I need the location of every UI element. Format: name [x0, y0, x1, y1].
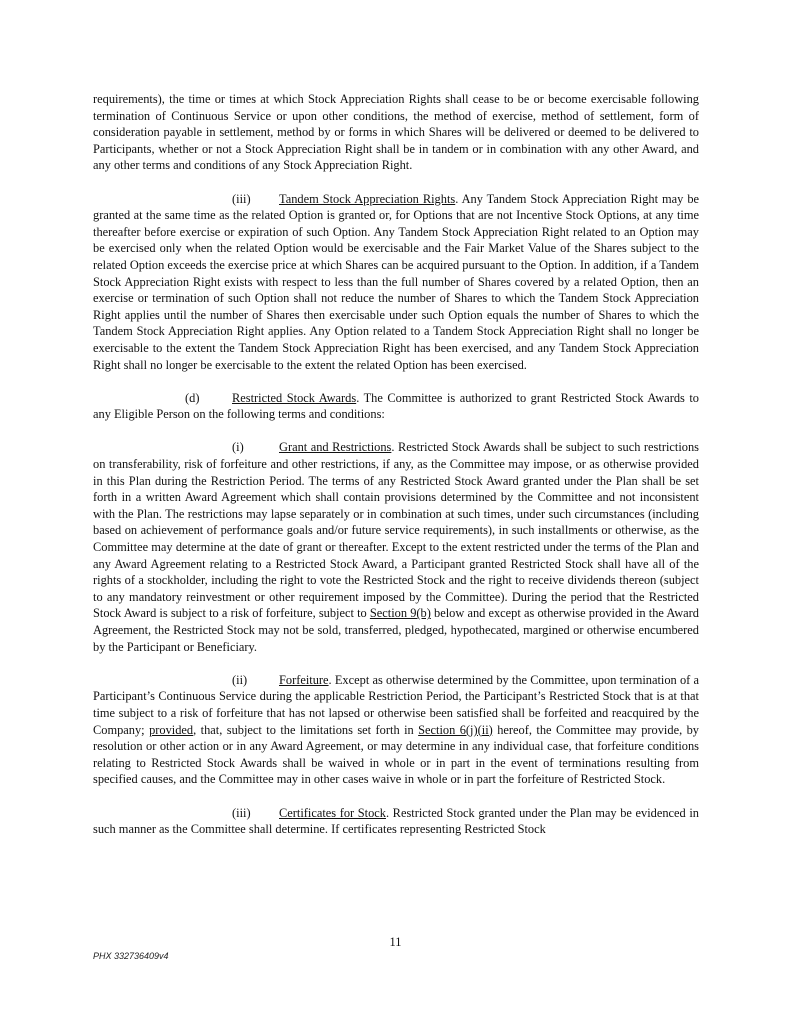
section-heading: Forfeiture	[279, 672, 329, 687]
proviso-term: provided	[149, 722, 194, 737]
paragraph-text: below and except as otherwise provided in the Award Agreement, the Restricted Stock may not be sold, transferred, pledged, hypothecated, margined or otherwise encumbered by the Participant or Beneficiary.	[93, 606, 699, 654]
section-number: (iii)	[232, 805, 251, 820]
paragraph-text: , that, subject to the limitations set forth in	[193, 722, 419, 737]
section-number: (i)	[232, 440, 244, 455]
paragraph-text: . Restricted Stock granted under the Plan may be evidenced in such manner as the Committee shall determine. If certificates representing Restricted Stock	[93, 805, 699, 837]
paragraph-text: . Any Tandem Stock Appreciation Right may be granted at the same time as the related Option is granted or, for Options that are not Incentive Stock Options, at any time thereafter before exercise or expiration of such Option. Any Tandem Stock Appreciation Right related to an Option may be exercised only when the related Option would be exercisable and the Fair Market Value of the Shares subject to the related Option exceeds the exercise price at which Shares can be acquired pursuant to the Option. In addition, if a Tandem Stock Appreciation Right exists with respect to less than the full number of Shares covered by a related Option, then an exercise or termination of such Option shall not reduce the number of Shares to which the Tandem Stock Appreciation Right applies until the number of Shares then exercisable under such Option equals the number of Shares to which the Tandem Stock Appreciation Right applies. Any Option related to a Tandem Stock Appreciation Right shall no longer be exercisable to the extent the Tandem Stock Appreciation Right has been exercised, and any Tandem Stock Appreciation Right shall no longer be exercisable to the extent the related Option has been exercised.	[93, 191, 700, 372]
section-heading: Tandem Stock Appreciation Rights	[279, 191, 456, 206]
section-number: (iii)	[232, 191, 251, 206]
section-heading: Certificates for Stock	[279, 805, 386, 820]
document-id: PHX 332736409v4	[93, 951, 169, 961]
section-heading: Restricted Stock Awards	[232, 390, 357, 405]
cross-reference: Section 9(b)	[369, 606, 431, 621]
paragraph-forfeiture	[93, 672, 699, 788]
cross-reference: Section 6(j)(ii)	[418, 722, 493, 737]
page-number: 11	[389, 935, 402, 949]
section-number: (ii)	[232, 672, 248, 687]
section-heading: Grant and Restrictions	[279, 440, 392, 455]
paragraph-sar-terms-continued	[93, 91, 699, 174]
paragraph-text: requirements), the time or times at which Stock Appreciation Rights shall cease to be or become exercisable following termination of Continuous Service or upon other conditions, the method of exercise, method of settlement, form of consideration payable in settlement, method by or forms in which Shares will be delivered or deemed to be delivered to Participants, whether or not a Stock Appreciation Right shall be in tandem or in combination with any other Award, and any other terms and conditions of any Stock Appreciation Right.	[93, 92, 699, 173]
paragraph-grant-and-restrictions	[93, 439, 699, 655]
paragraph-text: hereof, the Committee may provide, by resolution or other action or in any Award Agreement, or may determine in any individual case, that forfeiture conditions relating to Restricted Stock Awards shall be waived in whole or in part in the event of terminations resulting from specified causes, and the Committee may in other cases waive in whole or in part the forfeiture of Restricted Stock.	[93, 722, 699, 787]
paragraph-certificates-for-stock	[93, 805, 699, 838]
paragraph-tandem-sar	[93, 191, 699, 374]
paragraph-text: . Except as otherwise determined by the Committee, upon termination of a Participant’s Continuous Service during the applicable Restriction Period, the Participant’s Restricted Stock that is at that time subject to a risk of forfeiture that has not lapsed or otherwise been satisfied shall be forfeited and reacquired by the Company;	[93, 672, 699, 737]
paragraph-text: . Restricted Stock Awards shall be subject to such restrictions on transferability, risk of forfeiture and other restrictions, if any, as the Committee may impose, or as otherwise provided in this Plan during the Restriction Period. The terms of any Restricted Stock Award granted under the Plan shall be set forth in a written Award Agreement which shall contain provisions determined by the Committee and not inconsistent with the Plan. The restrictions may lapse separately or in combination at such times, under such circumstances (including based on achievement of performance goals and/or future service requirements), in such installments or otherwise, as the Committee may determine at the date of grant or thereafter. Except to the extent restricted under the terms of the Plan and any Award Agreement relating to a Restricted Stock Award, a Participant granted Restricted Stock shall have all of the rights of a stockholder, including the right to vote the Restricted Stock and the right to receive dividends thereon (subject to any mandatory reinvestment or other requirement imposed by the Committee). During the period that the Restricted Stock Award is subject to a risk of forfeiture, subject to	[93, 440, 699, 621]
paragraph-restricted-stock-awards	[93, 390, 699, 423]
paragraph-text: . The Committee is authorized to grant Restricted Stock Awards to any Eligible Person on the following terms and conditions:	[93, 390, 699, 422]
document-page	[93, 91, 699, 838]
section-number: (d)	[185, 390, 200, 405]
